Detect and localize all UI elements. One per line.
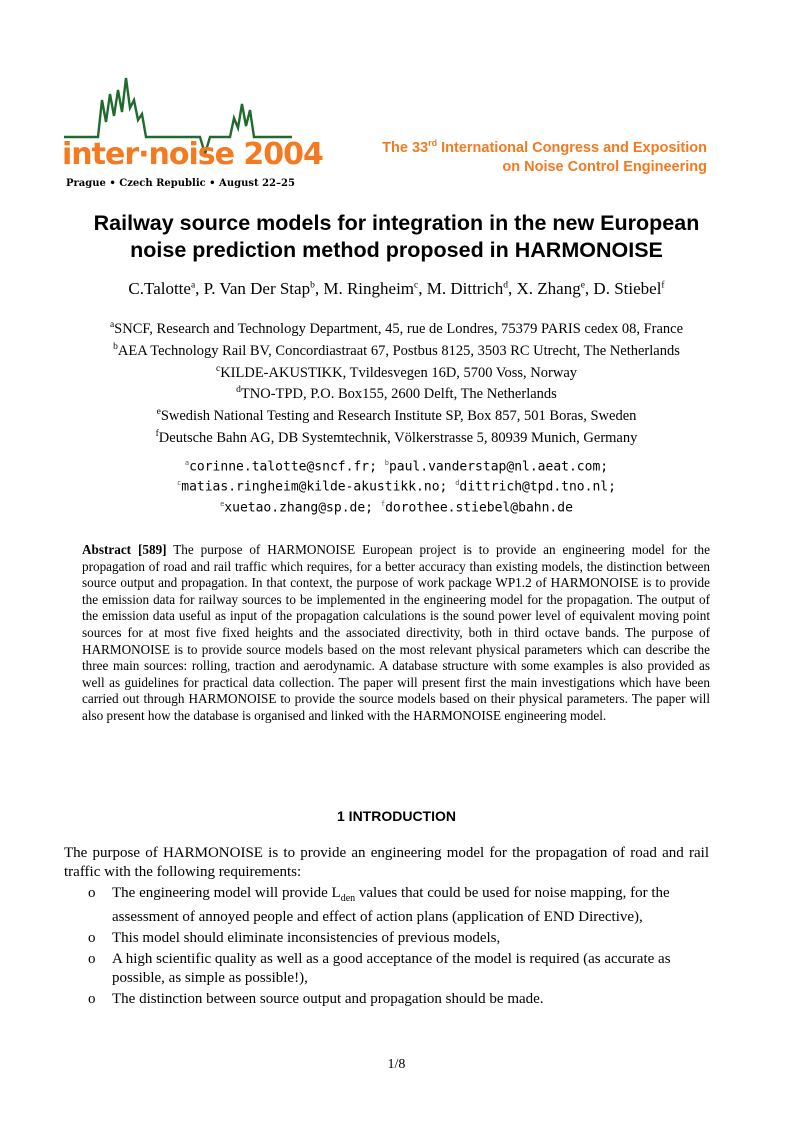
author: C.Talotte$^a$, bbox=[128, 279, 204, 298]
affiliation: $^c$KILDE-AKUSTIKK, Tvildesvegen 16D, 5700 Voss, Norway bbox=[215, 363, 578, 381]
author: M. Dittrich$^d$, bbox=[426, 279, 517, 298]
congress-line-1: The 33rd International Congress and Exposition bbox=[382, 138, 707, 156]
requirements-list bbox=[88, 884, 709, 1011]
list-item: o This model should eliminate inconsistencies of previous models, bbox=[88, 930, 501, 946]
author: P. Van Der Stap$^b$, bbox=[203, 279, 324, 298]
affiliation: $^b$AEA Technology Rail BV, Concordiastraat 67, Postbus 8125, 3503 RC Utrecht, The Netherlands bbox=[113, 341, 680, 359]
author-list bbox=[40, 279, 753, 299]
author: M. Ringheim$^c$, bbox=[323, 279, 427, 298]
list-item: o The distinction between source output and propagation should be made. bbox=[88, 991, 544, 1007]
author: D. Stiebel$^f$ bbox=[593, 279, 665, 298]
email-address[interactable]: dittrich@tpd.tno.nl; bbox=[459, 479, 616, 495]
email-address[interactable]: xuetao.zhang@sp.de; bbox=[224, 499, 374, 515]
intro-paragraph: The purpose of HARMONOISE is to provide an engineering model for the propagation of road and rail traffic with the following requirements: bbox=[64, 845, 709, 880]
affiliation: $^d$TNO-TPD, P.O. Box155, 2600 Delft, The Netherlands bbox=[236, 385, 557, 403]
affiliation: $^a$SNCF, Research and Technology Department, 45, rue de Londres, 75379 PARIS cedex 08, France bbox=[109, 320, 684, 337]
paper-title: Railway source models for integration in the new European noise prediction method proposed in HARMONOISE bbox=[93, 211, 700, 262]
conference-logo bbox=[60, 70, 300, 195]
email-address[interactable]: paul.vanderstap@nl.aeat.com; bbox=[388, 459, 609, 475]
abstract-label: Abstract [589] bbox=[82, 542, 167, 557]
email-list: $^a$corinne.talotte@sncf.fr; $^b$paul.vanderstap@nl.aeat.com; $^c$matias.ringheim@kilde-akustikk.no; $^d$dittrich@tpd.tno.nl; $^e$xuetao.zhang@sp.de; $^f$dorothee.stiebel@bahn.de bbox=[177, 459, 616, 515]
affiliation: $^e$Swedish National Testing and Research Institute SP, Box 857, 501 Boras, Sweden bbox=[156, 407, 637, 425]
author: X. Zhang$^e$, bbox=[516, 279, 594, 298]
email-address[interactable]: dorothee.stiebel@bahn.de bbox=[385, 499, 573, 515]
abstract bbox=[82, 542, 710, 725]
congress-line-2: on Noise Control Engineering bbox=[502, 159, 707, 175]
bullet-marker: o bbox=[88, 885, 96, 901]
logo-subtitle: Prague • Czech Republic • August 22–25 bbox=[66, 178, 295, 189]
abstract-text: The purpose of HARMONOISE European project is to provide an engineering model for the propagation of road and rail traffic which requires, for a better accuracy than existing models, the distinction between source output and propagation. In that context, the purpose of work package WP1.2 of HARMONOISE is to provide the emission data for railway sources to be implemented in the engineering model for the propagation. The output of the emission data useful as input of the propagation calculations is the sound power level of equivalent moving point sources for at most five fixed heights and the associated directivity, both in third octave bands. The purpose of HARMONOISE is to provide source models based on the most relevant physical parameters which can describe the three main sources: rolling, traction and aerodynamic. A database structure with some examples is also provided as well as guidelines for practical data collection. The paper will present first the main investigations which have been carried out through HARMONOISE to provide the source models based on their physical parameters. The paper will also present how the database is organised and linked with the HARMONOISE engineering model. bbox=[82, 542, 711, 723]
email-address[interactable]: corinne.talotte@sncf.fr; bbox=[189, 459, 377, 475]
affiliation-list bbox=[40, 316, 753, 447]
affiliation: $^f$Deutsche Bahn AG, DB Systemtechnik, Völkerstrasse 5, 80939 Munich, Germany bbox=[155, 429, 638, 446]
bullet-marker: o bbox=[88, 951, 96, 967]
list-item: o A high scientific quality as well as a good acceptance of the model is required (as accurate as possible, as simple as possible!), bbox=[88, 951, 671, 986]
list-item: o The engineering model will provide $L_{den}$ values that could be used for noise mapping, for the assessment of annoyed people and effect of action plans (application of END Directive), bbox=[88, 885, 670, 925]
bullet-marker: o bbox=[88, 930, 96, 946]
section-heading: 1 INTRODUCTION bbox=[337, 808, 456, 824]
congress-banner bbox=[382, 139, 707, 177]
logo-wordmark: inter·noise 2004 bbox=[62, 137, 323, 172]
page-number: 1/8 bbox=[387, 1057, 406, 1072]
bullet-marker: o bbox=[88, 991, 96, 1007]
email-address[interactable]: matias.ringheim@kilde-akustikk.no; bbox=[181, 479, 448, 495]
